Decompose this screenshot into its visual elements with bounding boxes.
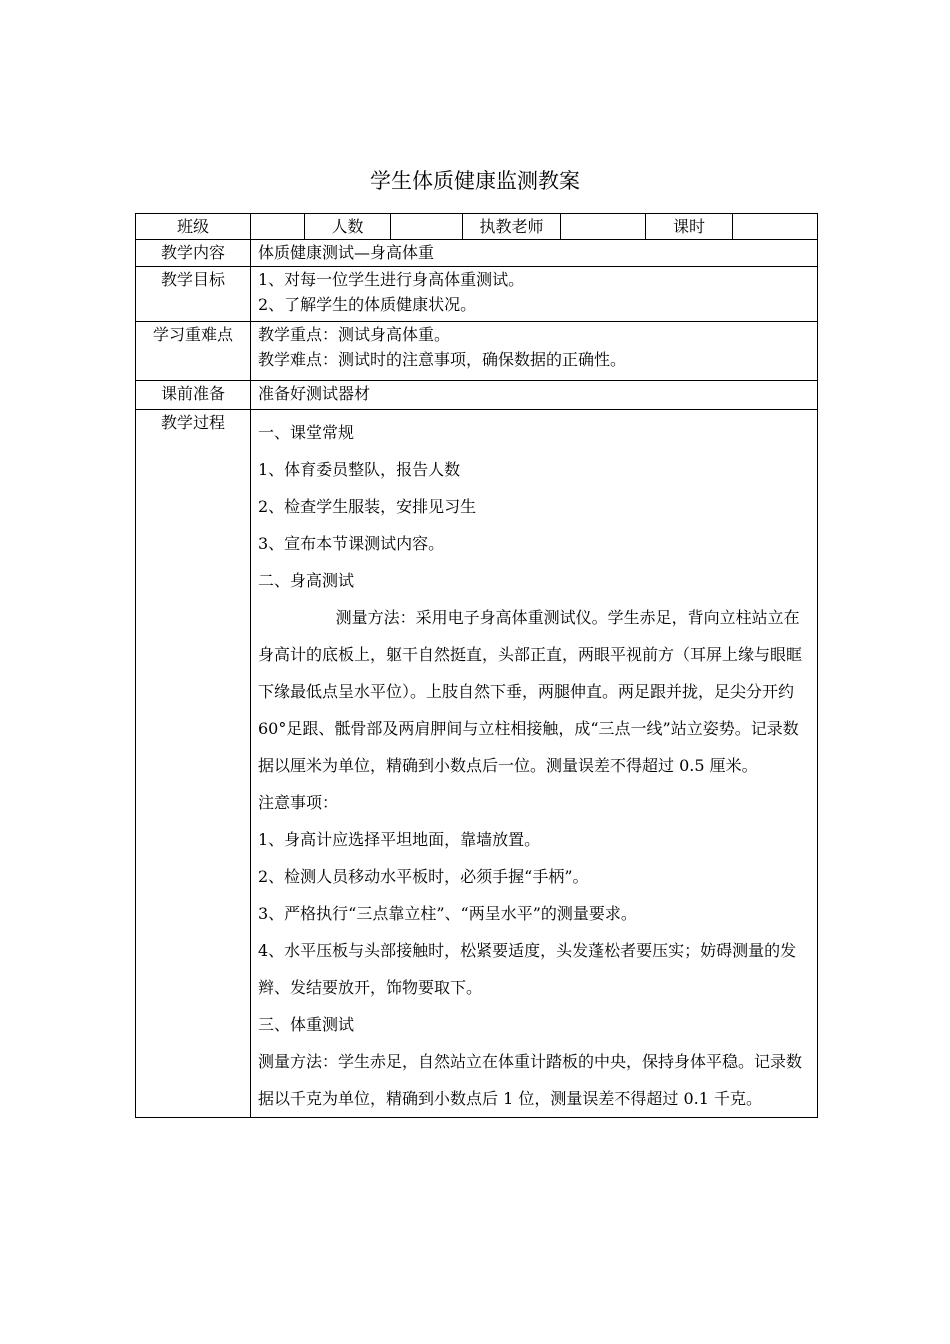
teacher-label: 执教老师 <box>463 214 561 240</box>
goals-label: 教学目标 <box>136 267 251 322</box>
period-value <box>733 214 818 240</box>
teacher-value <box>561 214 646 240</box>
process-label: 教学过程 <box>136 410 251 1118</box>
key-points-label: 学习重难点 <box>136 322 251 381</box>
process-paragraph: 测量方法：采用电子身高体重测试仪。学生赤足，背向立柱站立在身高计的底板上，躯干自然挺直，头部正直，两眼平视前方（耳屏上缘与眼眶下缘最低点呈水平位）。上肢自然下垂，两腿伸直。两足跟并拢，足尖分开约 60°足跟、骶骨部及两肩胛间与立柱相接触，成“三点一线”站立姿势。记录数据以厘米为单位，精确到小数点后一位。测量误差不得超过 0.5 厘米。 <box>258 608 803 775</box>
goals-row <box>136 267 818 322</box>
preparation-label: 课前准备 <box>136 381 251 410</box>
process-paragraph: 2、检测人员移动水平板时，必须手握“手柄”。 <box>258 867 589 886</box>
count-label: 人数 <box>305 214 391 240</box>
process-paragraph: 2、检查学生服装，安排见习生 <box>258 497 477 516</box>
process-text <box>251 410 818 1118</box>
process-paragraph: 注意事项： <box>258 793 339 812</box>
lesson-plan-table <box>135 213 818 1118</box>
process-row <box>136 410 818 1118</box>
content-text: 体质健康测试—身高体重 <box>251 240 818 267</box>
goal-line: 1、对每一位学生进行身高体重测试。 <box>258 270 525 289</box>
key-point-line: 教学难点：测试时的注意事项，确保数据的正确性。 <box>258 350 627 369</box>
goals-text <box>251 267 818 322</box>
content-label: 教学内容 <box>136 240 251 267</box>
period-label: 课时 <box>646 214 733 240</box>
key-points-row <box>136 322 818 381</box>
process-paragraph: 4、水平压板与头部接触时，松紧要适度，头发蓬松者要压实；妨碍测量的发辫、发结要放开，饰物要取下。 <box>258 941 797 997</box>
process-paragraph: 3、宣布本节课测试内容。 <box>258 534 445 553</box>
content-row <box>136 240 818 267</box>
process-paragraph: 1、体育委员整队，报告人数 <box>258 460 461 479</box>
process-paragraph: 二、身高测试 <box>258 571 355 590</box>
class-label: 班级 <box>136 214 251 240</box>
process-paragraph: 1、身高计应选择平坦地面，靠墙放置。 <box>258 830 541 849</box>
header-row <box>136 214 818 240</box>
count-value <box>391 214 463 240</box>
key-points-text <box>251 322 818 381</box>
document-title: 学生体质健康监测教案 <box>370 169 580 193</box>
process-paragraph: 三、体重测试 <box>258 1015 355 1034</box>
preparation-row <box>136 381 818 410</box>
process-paragraph: 3、严格执行“三点靠立柱”、“两呈水平”的测量要求。 <box>258 904 637 923</box>
process-paragraph: 测量方法：学生赤足，自然站立在体重计踏板的中央，保持身体平稳。记录数据以千克为单位，精确到小数点后 1 位，测量误差不得超过 0.1 千克。 <box>258 1052 803 1108</box>
goal-line: 2、了解学生的体质健康状况。 <box>258 295 477 314</box>
class-value <box>251 214 305 240</box>
process-paragraph: 一、课堂常规 <box>258 423 355 442</box>
preparation-text: 准备好测试器材 <box>251 381 818 410</box>
key-point-line: 教学重点：测试身高体重。 <box>258 325 451 344</box>
